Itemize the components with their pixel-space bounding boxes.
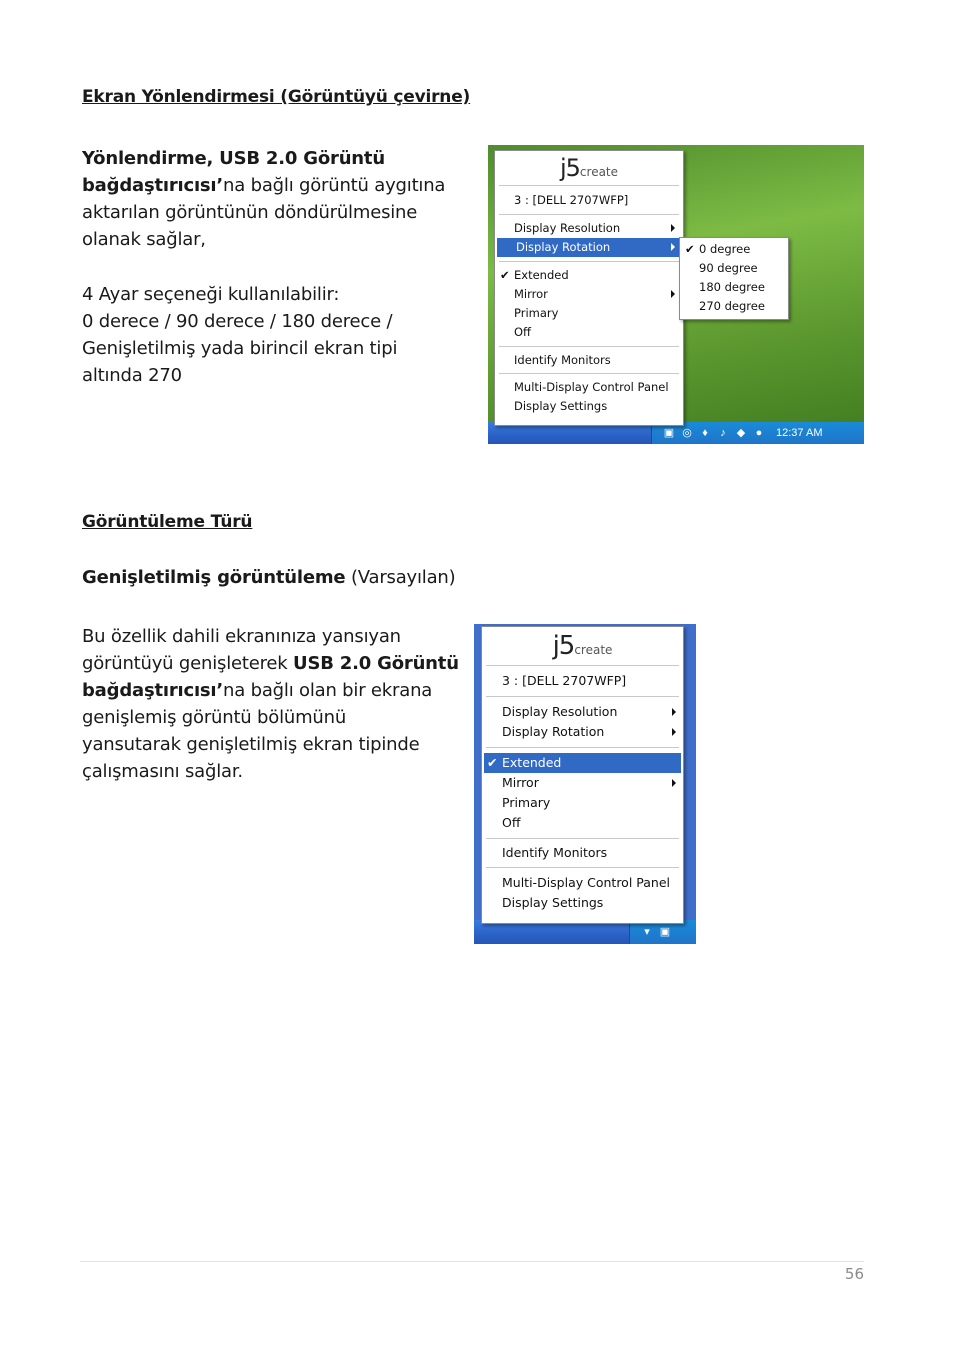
tray-app-icon: ▣ (663, 427, 675, 439)
tray-app-icon: ▣ (659, 926, 671, 938)
menu-item-display-settings[interactable]: Display Settings (502, 895, 604, 910)
orientation-bold-2: bağdaştırıcısı’ (82, 175, 224, 196)
menu-item-monitor[interactable]: 3 : [DELL 2707WFP] (514, 193, 629, 207)
j5-context-menu (494, 150, 684, 426)
menu-item-multi-display[interactable]: Multi-Display Control Panel (502, 875, 670, 890)
menu-item-display-settings[interactable]: Display Settings (514, 399, 608, 413)
menu-separator (486, 867, 679, 868)
orientation-text-2: na bağlı görüntü aygıtına (223, 175, 446, 196)
tray-network-icon: ◎ (682, 427, 692, 439)
extended-bold-2: USB 2.0 Görüntü (293, 653, 459, 674)
tray-clock[interactable]: 12:37 AM (776, 427, 823, 439)
extended-text-1: Bu özellik dahili ekranınıza yansıyan (82, 626, 401, 647)
tray-arrow-icon: ▾ (644, 926, 650, 938)
extended-text-4: genişlemiş görüntü bölümünü (82, 707, 347, 728)
menu-item-extended[interactable]: ✔ Extended (495, 266, 683, 285)
extended-subheading-text: (Varsayılan) (350, 567, 456, 588)
menu-item-mirror[interactable]: Mirror (495, 285, 683, 304)
tray-shield-icon: ● (755, 427, 763, 439)
options-text-4: altında 270 (82, 365, 182, 386)
rotation-0-degree[interactable]: ✔ 0 degree (680, 240, 788, 259)
submenu-arrow-icon (672, 728, 676, 736)
menu-separator (486, 696, 679, 697)
menu-item-primary[interactable]: Primary (502, 795, 551, 810)
rotation-submenu (679, 237, 789, 320)
extended-text-6: çalışmasını sağlar. (82, 761, 243, 782)
rotation-menu-screenshot (488, 145, 864, 444)
menu-item-off[interactable]: Off (502, 815, 521, 830)
menu-item-multi-display[interactable]: Multi-Display Control Panel (514, 380, 669, 394)
orientation-text-4: olanak sağlar, (82, 229, 206, 250)
extended-text-5: yansutarak genişletilmiş ekran tipinde (82, 734, 420, 755)
menu-item-display-rotation[interactable]: Display Rotation (497, 238, 681, 257)
check-icon: ✔ (487, 755, 498, 770)
options-text-3: Genişletilmiş yada birincil ekran tipi (82, 338, 398, 359)
menu-item-display-resolution[interactable]: Display Resolution (482, 702, 683, 722)
section-heading-orientation: Ekran Yönlendirmesi (Görüntüyü çevirne) (82, 87, 471, 107)
menu-item-identify-monitors[interactable]: Identify Monitors (514, 353, 611, 367)
check-icon: ✔ (685, 242, 695, 256)
j5-create-logo: j5create (559, 154, 619, 182)
orientation-text-3: aktarılan görüntünün döndürülmesine (82, 202, 418, 223)
orientation-bold-1: Yönlendirme, USB 2.0 Görüntü (82, 148, 385, 169)
extended-menu-screenshot (474, 624, 696, 944)
menu-separator (499, 373, 679, 374)
menu-item-primary[interactable]: Primary (514, 306, 559, 320)
menu-item-off[interactable]: Off (514, 325, 531, 339)
menu-item-mirror[interactable]: Mirror (482, 773, 683, 793)
extended-description (82, 623, 459, 785)
menu-item-identify-monitors[interactable]: Identify Monitors (502, 845, 608, 860)
rotation-270-degree[interactable]: 270 degree (699, 299, 765, 313)
menu-separator (499, 261, 679, 262)
tray-security-icon: ♦ (702, 427, 708, 439)
menu-item-monitor[interactable]: 3 : [DELL 2707WFP] (502, 673, 627, 688)
extended-text-3: na bağlı olan bir ekrana (223, 680, 433, 701)
menu-item-display-rotation[interactable]: Display Rotation (482, 722, 683, 742)
tray-volume-icon: ♪ (720, 427, 726, 439)
submenu-arrow-icon (672, 708, 676, 716)
rotation-90-degree[interactable]: 90 degree (699, 261, 758, 275)
tray-nvidia-icon: ◆ (736, 427, 746, 439)
orientation-options (82, 281, 397, 389)
j5-create-logo: j5create (552, 631, 613, 661)
submenu-arrow-icon (672, 779, 676, 787)
check-icon: ✔ (500, 268, 510, 282)
menu-item-display-resolution[interactable]: Display Resolution (495, 218, 683, 238)
options-text-2: 0 derece / 90 derece / 180 derece / (82, 311, 393, 332)
orientation-description (82, 145, 445, 253)
options-text-1: 4 Ayar seçeneği kullanılabilir: (82, 284, 340, 305)
page-number: 56 (844, 1265, 864, 1283)
rotation-180-degree[interactable]: 180 degree (699, 280, 765, 294)
j5-context-menu-2 (481, 626, 684, 924)
extended-text-2: görüntüyü genişleterek (82, 653, 294, 674)
extended-subheading-bold: Genişletilmiş görüntüleme (82, 567, 346, 588)
menu-separator (486, 747, 679, 748)
submenu-arrow-icon (671, 224, 675, 232)
submenu-arrow-icon (671, 243, 675, 251)
extended-subheading (82, 564, 455, 591)
extended-bold-3: bağdaştırıcısı’ (82, 680, 224, 701)
footer-divider (80, 1261, 864, 1262)
section-heading-display-type: Görüntüleme Türü (82, 512, 253, 532)
menu-item-extended[interactable]: ✔ Extended (484, 753, 681, 773)
submenu-arrow-icon (671, 290, 675, 298)
menu-separator (499, 214, 679, 215)
